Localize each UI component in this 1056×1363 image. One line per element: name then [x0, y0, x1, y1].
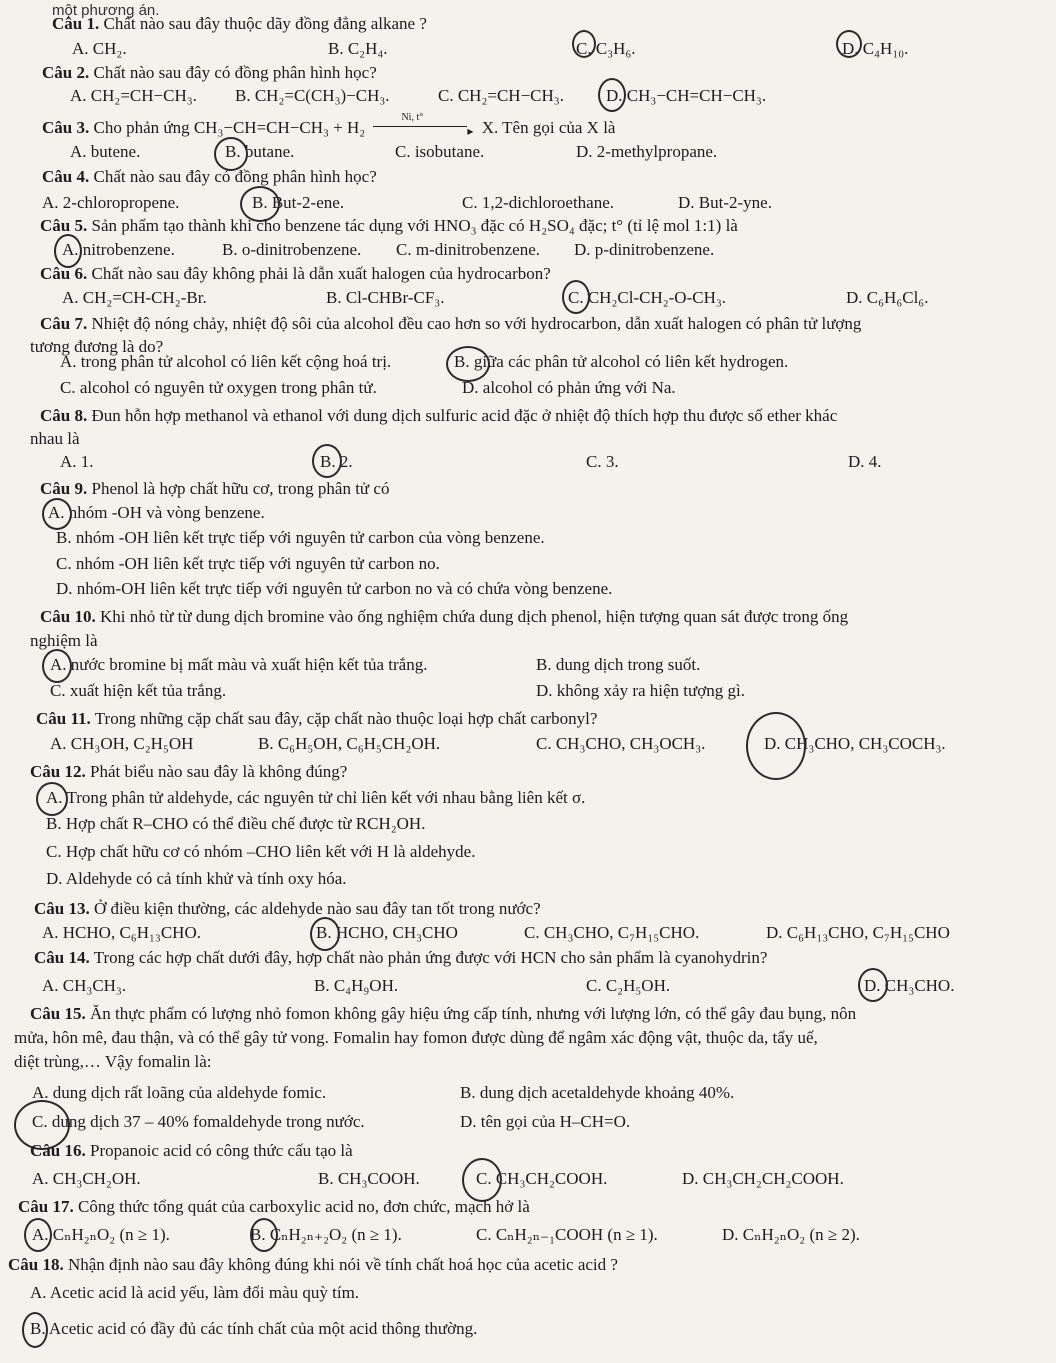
q15-option-a: A. dung dịch rất loãng của aldehyde fomic.	[32, 1083, 327, 1102]
q14-option-d: D. CH₃CHO.	[864, 976, 955, 995]
q6-option-d: D. C₆H₆Cl₆.	[846, 288, 929, 307]
question-7-text: Nhiệt độ nóng chảy, nhiệt độ sôi của alcohol đều cao hơn so với hydrocarbon, dẫn xuất halogen có phân tử lượng	[91, 314, 862, 333]
question-12	[30, 761, 347, 783]
q3-option-d: D. 2-methylpropane.	[576, 142, 718, 161]
question-18-text: Nhận định nào sau đây không đúng khi nói về tính chất hoá học của acetic acid ?	[67, 1255, 618, 1274]
question-12-prefix: Câu 12.	[30, 762, 86, 781]
question-13	[34, 898, 541, 920]
q4-option-a: A. 2-chloropropene.	[42, 193, 180, 212]
q15-option-b: B. dung dịch acetaldehyde khoảng 40%.	[460, 1083, 735, 1102]
reaction-arrow-label: Ni, t°	[401, 112, 424, 123]
q13-option-b: B. HCHO, CH₃CHO	[316, 923, 458, 942]
q16-option-d: D. CH₃CH₂CH₂COOH.	[682, 1169, 844, 1188]
q4-option-b: B. But-2-ene.	[252, 193, 345, 212]
question-10-prefix: Câu 10.	[40, 607, 96, 626]
q15-option-c: C. dung dịch 37 – 40% fomaldehyde trong nước.	[32, 1112, 365, 1131]
q2-option-d: D. CH₃−CH=CH−CH₃.	[606, 86, 767, 105]
q2-option-c: C. CH₂=CH−CH₃.	[438, 86, 564, 105]
question-15	[30, 1003, 856, 1025]
q1-option-a: A. CH₂.	[72, 39, 127, 58]
question-4-text: Chất nào sau đây có đồng phân hình học?	[93, 167, 377, 186]
q6-option-b: B. Cl-CHBr-CF₃.	[326, 288, 445, 307]
q16-option-a: A. CH₃CH₂OH.	[32, 1169, 141, 1188]
q8-option-c: C. 3.	[586, 452, 619, 471]
q12-option-b: B. Hợp chất R–CHO có thể điều chế được từ RCH₂OH.	[46, 814, 426, 833]
q14-option-c: C. C₂H₅OH.	[586, 976, 671, 995]
question-10	[40, 606, 848, 628]
question-3-text: Cho phản ứng CH₃−CH=CH−CH₃ + H₂	[93, 118, 366, 137]
q12-option-a: A. Trong phân tử aldehyde, các nguyên tử chỉ liên kết với nhau bằng liên kết σ.	[46, 788, 586, 807]
question-8-text-2: nhau là	[30, 429, 80, 448]
q6-option-a: A. CH₂=CH-CH₂-Br.	[62, 288, 207, 307]
question-2-text: Chất nào sau đây có đồng phân hình học?	[93, 63, 377, 82]
q1-option-d: D. C₄H₁₀.	[842, 39, 909, 58]
header-title: một phương án.	[52, 2, 160, 19]
question-1-text: Chất nào sau đây thuộc dãy đồng đẳng alkane ?	[103, 14, 427, 33]
reaction-arrow: Ni, t° ▸	[373, 119, 473, 133]
question-16-prefix: Câu 16.	[30, 1141, 86, 1160]
q10-option-d: D. không xảy ra hiện tượng gì.	[536, 681, 745, 700]
question-18	[8, 1254, 618, 1276]
q9-option-b: B. nhóm -OH liên kết trực tiếp với nguyên tử carbon của vòng benzene.	[56, 528, 545, 547]
q15-option-d: D. tên gọi của H–CH=O.	[460, 1112, 631, 1131]
q2-option-b: B. CH₂=C(CH₃)−CH₃.	[235, 86, 390, 105]
question-13-prefix: Câu 13.	[34, 899, 90, 918]
q11-option-d: D. CH₃CHO, CH₃COCH₃.	[764, 734, 946, 753]
question-17-prefix: Câu 17.	[18, 1197, 74, 1216]
question-10-text-2: nghiệm là	[30, 631, 98, 650]
question-16	[30, 1140, 353, 1162]
q6-option-c: C. CH₂Cl-CH₂-O-CH₃.	[568, 288, 727, 307]
question-10-text: Khi nhỏ từ từ dung dịch bromine vào ống nghiệm chứa dung dịch phenol, hiện tượng quan sát được trong ống	[99, 607, 849, 626]
question-15-text-3: diệt trùng,… Vậy fomalin là:	[14, 1052, 212, 1071]
question-16-text: Propanoic acid có công thức cấu tạo là	[89, 1141, 353, 1160]
question-6-prefix: Câu 6.	[40, 264, 88, 283]
q18-option-a: A. Acetic acid là acid yếu, làm đổi màu quỳ tím.	[30, 1283, 360, 1302]
q4-option-c: C. 1,2-dichloroethane.	[462, 193, 615, 212]
question-8-prefix: Câu 8.	[40, 406, 88, 425]
q11-option-c: C. CH₃CHO, CH₃OCH₃.	[536, 734, 706, 753]
question-14	[34, 947, 767, 969]
q8-option-b: B. 2.	[320, 452, 353, 471]
q12-option-c: C. Hợp chất hữu cơ có nhóm –CHO liên kết với H là aldehyde.	[46, 842, 476, 861]
question-12-text: Phát biểu nào sau đây là không đúng?	[89, 762, 348, 781]
question-17-text: Công thức tổng quát của carboxylic acid no, đơn chức, mạch hở là	[77, 1197, 530, 1216]
question-1-prefix: Câu 1.	[52, 14, 100, 33]
q17-option-c: C. CₙH₂ₙ₋₁COOH (n ≥ 1).	[476, 1225, 658, 1244]
question-15-prefix: Câu 15.	[30, 1004, 86, 1023]
question-9-prefix: Câu 9.	[40, 479, 88, 498]
q7-option-b: B. giữa các phân tử alcohol có liên kết hydrogen.	[454, 352, 789, 371]
q8-option-d: D. 4.	[848, 452, 882, 471]
question-1	[52, 13, 427, 35]
question-14-text: Trong các hợp chất dưới đây, hợp chất nào phản ứng được với HCN cho sản phẩm là cyanohydrin?	[93, 948, 768, 967]
q16-option-b: B. CH₃COOH.	[318, 1169, 420, 1188]
question-18-prefix: Câu 18.	[8, 1255, 64, 1274]
q7-option-d: D. alcohol có phản ứng với Na.	[462, 378, 676, 397]
q13-option-a: A. HCHO, C₆H₁₃CHO.	[42, 923, 201, 942]
q5-option-a: A. nitrobenzene.	[62, 240, 175, 259]
q14-option-a: A. CH₃CH₃.	[42, 976, 127, 995]
question-3-prefix: Câu 3.	[42, 118, 90, 137]
q9-option-c: C. nhóm -OH liên kết trực tiếp với nguyên tử carbon no.	[56, 554, 440, 573]
question-8	[40, 405, 837, 427]
question-17	[18, 1196, 530, 1218]
q14-option-b: B. C₄H₉OH.	[314, 976, 399, 995]
q13-option-c: C. CH₃CHO, C₇H₁₅CHO.	[524, 923, 700, 942]
q8-option-a: A. 1.	[60, 452, 94, 471]
q11-option-a: A. CH₃OH, C₂H₅OH	[50, 734, 194, 753]
question-6-text: Chất nào sau đây không phải là dẫn xuất halogen của hydrocarbon?	[91, 264, 551, 283]
question-2-prefix: Câu 2.	[42, 63, 90, 82]
question-9-text: Phenol là hợp chất hữu cơ, trong phân tử có	[91, 479, 390, 498]
q17-option-b: B. CₙH₂ₙ₊₂O₂ (n ≥ 1).	[250, 1225, 402, 1244]
question-7	[40, 313, 861, 335]
question-3-text-after: X. Tên gọi của X là	[481, 118, 616, 137]
question-13-text: Ở điều kiện thường, các aldehyde nào sau đây tan tốt trong nước?	[93, 899, 541, 918]
question-2	[42, 62, 377, 84]
q3-option-c: C. isobutane.	[395, 142, 485, 161]
q18-option-b: B. Acetic acid có đầy đủ các tính chất của một acid thông thường.	[30, 1319, 478, 1338]
q3-option-b: B. butane.	[225, 142, 295, 161]
q1-option-b: B. C₂H₄.	[328, 39, 388, 58]
question-8-text: Đun hỗn hợp methanol và ethanol với dung dịch sulfuric acid đặc ở nhiệt độ thích hợp thu được số ether khác	[91, 406, 838, 425]
question-11	[36, 708, 597, 730]
q5-option-d: D. p-dinitrobenzene.	[574, 240, 715, 259]
q10-option-b: B. dung dịch trong suốt.	[536, 655, 701, 674]
question-14-prefix: Câu 14.	[34, 948, 90, 967]
q5-option-c: C. m-dinitrobenzene.	[396, 240, 540, 259]
question-5-prefix: Câu 5.	[40, 216, 88, 235]
question-15-text: Ăn thực phẩm có lượng nhỏ fomon không gây hiệu ứng cấp tính, nhưng với lượng lớn, có thể gây đau bụng, nôn	[89, 1004, 857, 1023]
q7-option-c: C. alcohol có nguyên tử oxygen trong phân tử.	[60, 378, 377, 397]
question-6	[40, 263, 551, 285]
q5-option-b: B. o-dinitrobenzene.	[222, 240, 362, 259]
q10-option-c: C. xuất hiện kết tủa trắng.	[50, 681, 227, 700]
q9-option-d: D. nhóm-OH liên kết trực tiếp với nguyên tử carbon no và có chứa vòng benzene.	[56, 579, 613, 598]
q4-option-d: D. But-2-yne.	[678, 193, 772, 212]
q13-option-d: D. C₆H₁₃CHO, C₇H₁₅CHO	[766, 923, 950, 942]
question-5-text: Sản phẩm tạo thành khi cho benzene tác dụng với HNO₃ đặc có H₂SO₄ đặc; t° (tỉ lệ mol 1:1) là	[91, 216, 738, 235]
question-11-prefix: Câu 11.	[36, 709, 91, 728]
q17-option-d: D. CₙH₂ₙO₂ (n ≥ 2).	[722, 1225, 860, 1244]
question-7-prefix: Câu 7.	[40, 314, 88, 333]
q16-option-c: C. CH₃CH₂COOH.	[476, 1169, 608, 1188]
question-5	[40, 215, 738, 237]
question-11-text: Trong những cặp chất sau đây, cặp chất nào thuộc loại hợp chất carbonyl?	[94, 709, 598, 728]
question-3	[42, 112, 616, 139]
question-7-text-2: tương đương là do?	[30, 337, 164, 356]
q9-option-a: A. nhóm -OH và vòng benzene.	[48, 503, 265, 522]
q7-option-a: A. trong phân tử alcohol có liên kết cộng hoá trị.	[60, 352, 392, 371]
q10-option-a: A. nước bromine bị mất màu và xuất hiện kết tủa trắng.	[50, 655, 428, 674]
question-9	[40, 478, 389, 500]
q2-option-a: A. CH₂=CH−CH₃.	[70, 86, 197, 105]
question-4-prefix: Câu 4.	[42, 167, 90, 186]
question-4	[42, 166, 377, 188]
question-15-text-2: mửa, hôn mê, đau thận, và có thể gây tử vong. Fomalin hay fomon được dùng để ngâm xác động vật, thuộc da, tẩy uế,	[14, 1028, 818, 1047]
q3-option-a: A. butene.	[70, 142, 141, 161]
q17-option-a: A. CₙH₂ₙO₂ (n ≥ 1).	[32, 1225, 170, 1244]
q12-option-d: D. Aldehyde có cả tính khử và tính oxy hóa.	[46, 869, 347, 888]
q11-option-b: B. C₆H₅OH, C₆H₅CH₂OH.	[258, 734, 441, 753]
q1-option-c: C. C₃H₆.	[576, 39, 636, 58]
